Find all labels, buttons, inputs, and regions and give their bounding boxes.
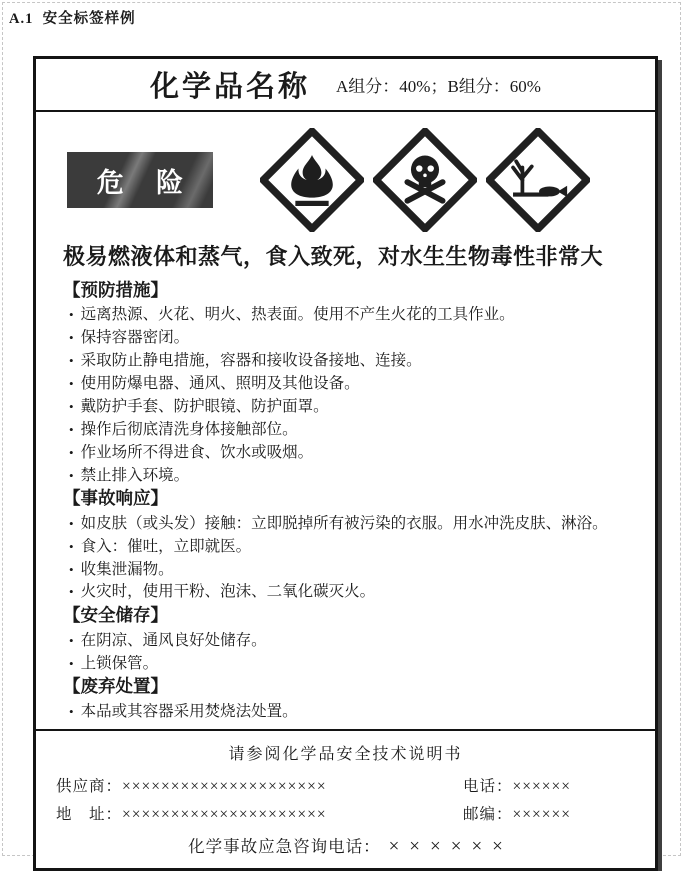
- emergency-phone-line: [36, 830, 655, 868]
- pictogram-toxic: [373, 128, 477, 232]
- bullet-icon: •: [69, 632, 74, 648]
- skull-crossbones-icon: [373, 128, 477, 232]
- bullet-icon: •: [69, 467, 74, 483]
- list-item-text: 本品或其容器采用焚烧法处置。: [80, 702, 298, 720]
- section-title: 【事故响应】: [63, 488, 168, 509]
- emergency-phone-value: ××××××: [388, 835, 513, 857]
- list-item: [63, 560, 628, 579]
- bullet-icon: •: [69, 398, 74, 414]
- bullet-icon: •: [69, 561, 74, 577]
- list-item-text: 收集泄漏物。: [80, 560, 174, 578]
- postcode-value: ××××××: [512, 805, 571, 823]
- pictogram-row: [221, 128, 628, 232]
- list-item: [63, 305, 628, 324]
- pictogram-flammable: [260, 128, 364, 232]
- list-item: [63, 374, 628, 393]
- composition-text: A组分：40%；B组分：60%: [336, 77, 541, 96]
- phone-label: 电话：: [463, 777, 513, 795]
- postcode-label: 邮编：: [463, 805, 513, 823]
- label-header: [36, 59, 655, 112]
- list-item: [63, 537, 628, 556]
- pictogram-environment: [486, 128, 590, 232]
- address-field: [56, 802, 463, 824]
- list-item: [63, 397, 628, 416]
- emergency-phone-label: 化学事故应急咨询电话：: [188, 836, 381, 856]
- bullet-icon: •: [69, 330, 74, 346]
- phone-field: [463, 774, 635, 796]
- list-item: [63, 631, 628, 650]
- environment-icon: [486, 128, 590, 232]
- bullet-icon: •: [69, 421, 74, 437]
- signal-word-box: [67, 152, 216, 208]
- section-title: 【安全储存】: [63, 605, 168, 626]
- list-item-text: 上锁保管。: [80, 654, 159, 672]
- supplier-field: [56, 774, 463, 796]
- list-item-text: 在阴凉、通风良好处储存。: [80, 631, 267, 649]
- bullet-icon: •: [69, 538, 74, 554]
- bullet-icon: •: [69, 584, 74, 600]
- list-item-text: 食入：催吐，立即就医。: [80, 537, 252, 555]
- section-disposal: [63, 676, 628, 721]
- section-response: [63, 488, 628, 601]
- section-title: 【预防措施】: [63, 280, 168, 300]
- list-item-text: 作业场所不得进食、饮水或吸烟。: [80, 443, 314, 461]
- signal-pictogram-row: [63, 128, 628, 232]
- supplier-value: ×××××××××××××××××××××: [122, 777, 327, 795]
- postcode-field: [463, 802, 635, 824]
- list-item-text: 远离热源、火花、明火、热表面。使用不产生火花的工具作业。: [80, 306, 515, 324]
- list-item-text: 使用防爆电器、通风、照明及其他设备。: [80, 375, 360, 392]
- list-item-text: 采取防止静电措施，容器和接收设备接地、连接。: [80, 352, 422, 370]
- list-item: [63, 702, 628, 721]
- list-item-text: 火灾时，使用干粉、泡沫、二氧化碳灭火。: [80, 583, 376, 601]
- list-item: [63, 514, 628, 533]
- list-item: [63, 443, 628, 462]
- list-item: [63, 328, 628, 347]
- bullet-icon: •: [69, 515, 74, 531]
- flame-icon: [260, 128, 364, 232]
- phone-value: ××××××: [512, 777, 571, 795]
- address-value: ×××××××××××××××××××××: [122, 805, 327, 823]
- list-item-text: 如皮肤（或头发）接触：立即脱掉所有被污染的衣服。用水冲洗皮肤、淋浴。: [80, 514, 608, 532]
- address-label: 地 址：: [56, 805, 123, 823]
- bullet-icon: •: [69, 307, 74, 323]
- signal-word-text: 危险: [96, 167, 216, 198]
- list-item-text: 戴防护手套、防护眼镜、防护面罩。: [80, 397, 329, 415]
- address-postcode-row: [36, 802, 655, 824]
- list-item: [63, 351, 628, 370]
- bullet-icon: •: [69, 703, 74, 719]
- list-item: [63, 420, 628, 439]
- supplier-phone-row: [36, 774, 655, 796]
- hazard-statement: 极易燃液体和蒸气，食入致死，对水生生物毒性非常大: [63, 244, 604, 269]
- section-prevention: [63, 280, 628, 485]
- bullet-icon: •: [69, 376, 74, 391]
- label-body: [36, 112, 655, 729]
- chemical-name: 化学品名称: [150, 71, 311, 103]
- sds-reference-note: 请参阅化学品安全技术说明书: [228, 745, 463, 763]
- bullet-icon: •: [69, 444, 74, 460]
- bullet-icon: •: [69, 655, 74, 671]
- safety-label: [33, 56, 658, 871]
- list-item: [63, 654, 628, 673]
- list-item: [63, 466, 628, 485]
- section-storage: [63, 605, 628, 673]
- list-item-text: 禁止排入环境。: [80, 466, 190, 484]
- section-title: 【废弃处置】: [63, 676, 168, 697]
- label-footer: [36, 729, 655, 868]
- list-item-text: 操作后彻底清洗身体接触部位。: [80, 420, 298, 438]
- list-item: [63, 582, 628, 601]
- document-heading: A.1 安全标签样例: [9, 11, 136, 27]
- bullet-icon: •: [69, 353, 74, 369]
- list-item-text: 保持容器密闭。: [80, 329, 190, 347]
- supplier-label: 供应商：: [56, 777, 123, 795]
